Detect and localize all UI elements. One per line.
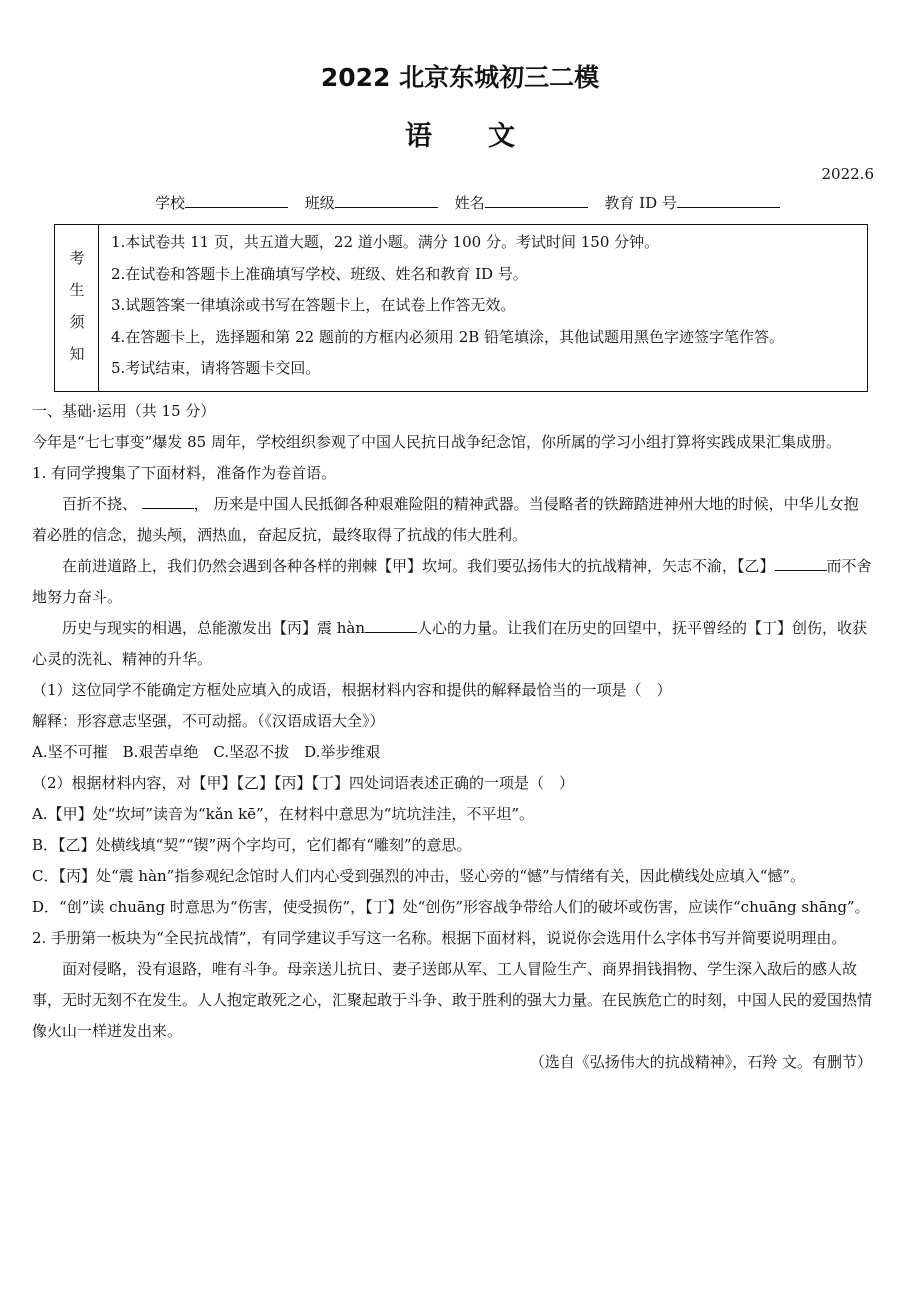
notice-side-label <box>55 225 99 391</box>
exam-date: 2022.6 <box>821 165 874 183</box>
option-d: D．“创”读 chuāng 时意思为“伤害，使受损伤”，【丁】处“创伤”形容战争带给人们的破坏或伤害，应读作“chuāng shāng”。 <box>32 898 870 916</box>
notice-side-char: 知 <box>69 345 85 363</box>
option-c: C．【丙】处“震 hàn”指参观纪念馆时人们内心受到强烈的冲击，竖心旁的“憾”与情绪有关，因此横线处应填入“憾”。 <box>32 867 806 885</box>
option-b: B．【乙】处横线填“契”“锲”两个字均可，它们都有“雕刻”的意思。 <box>32 836 472 854</box>
blank-yi[interactable] <box>775 555 827 571</box>
school-field[interactable] <box>185 193 288 208</box>
subject-title: 语文 <box>405 121 571 152</box>
notice-item: 3.试题答案一律填涂或书写在答题卡上，在试卷上作答无效。 <box>111 296 516 314</box>
notice-item: 1.本试卷共 11 页，共五道大题，22 道小题。满分 100 分。考试时间 150 分钟。 <box>111 233 660 251</box>
text-span: 历史与现实的相遇，总能激发出【丙】震 hàn <box>62 619 366 637</box>
student-info-line <box>155 192 792 213</box>
material-paragraph-2 <box>32 551 872 613</box>
sub-question-1-options: A.坚不可摧 B.艰苦卓绝 C.坚忍不拔 D.举步维艰 <box>32 743 381 761</box>
section-heading: 一、基础·运用（共 15 分） <box>32 402 216 420</box>
class-label: 班级 <box>304 194 335 212</box>
notice-side-char: 生 <box>69 281 85 299</box>
name-label: 姓名 <box>454 194 485 212</box>
school-label: 学校 <box>155 194 186 212</box>
text-span: 百折不挠、 <box>62 495 138 513</box>
question-1-stem: 1. 有同学搜集了下面材料，准备作为卷首语。 <box>32 464 337 482</box>
blank-idiom[interactable] <box>142 493 194 509</box>
question-2-stem: 2. 手册第一板块为“全民抗战情”，有同学建议手写这一名称。根据下面材料，说说你会选用什么字体书写并简要说明理由。 <box>32 929 847 947</box>
notice-item: 4.在答题卡上，选择题和第 22 题前的方框内必须用 2B 铅笔填涂，其他试题用黑色字迹签字笔作答。 <box>111 327 785 346</box>
exam-body <box>32 396 872 1078</box>
text-span: 在前进道路上，我们仍然会遇到各种各样的荆棘【甲】坎坷。我们要弘扬伟大的抗战精神，矢志不渝，【乙】 <box>62 557 775 575</box>
question-2-material: 面对侵略，没有退路，唯有斗争。母亲送儿抗日、妻子送郎从军、工人冒险生产、商界捐钱捐物、学生深入敌后的感人故事，无时无刻不在发生。人人抱定敢死之心，汇聚起敢于斗争、敢于胜利的强大力量。在民族危亡的时刻，中国人民的爱国热情像火山一样迸发出来。 <box>32 960 873 1040</box>
section-intro: 今年是“七七事变”爆发 85 周年，学校组织参观了中国人民抗日战争纪念馆，你所属的学习小组打算将实践成果汇集成册。 <box>32 433 841 451</box>
notice-items <box>111 231 784 389</box>
sub-question-2: （2）根据材料内容，对【甲】【乙】【丙】【丁】四处词语表述正确的一项是（ ） <box>32 774 575 792</box>
material-paragraph-3 <box>32 613 872 675</box>
option-a: A.【甲】处“坎坷”读音为“kǎn kē”，在材料中意思为“坑坑洼洼，不平坦”。 <box>32 805 535 823</box>
text-span: 人心的力量。让我们在历史的回望中，抚平曾经的【丁】创伤，收获心灵的洗礼、精神的升华。 <box>32 619 868 668</box>
name-field[interactable] <box>485 193 588 208</box>
notice-item: 2.在试卷和答题卡上准确填写学校、班级、姓名和教育 ID 号。 <box>111 264 528 283</box>
notice-item: 5.考试结束，请将答题卡交回。 <box>111 359 321 377</box>
text-span: ， 历来是中国人民抵御各种艰难险阻的精神武器。当侵略者的铁蹄踏进神州大地的时候，中华儿女抱着必胜的信念，抛头颅，洒热血，奋起反抗，最终取得了抗战的伟大胜利。 <box>32 495 859 544</box>
exam-title: 2022 北京东城初三二模 <box>320 63 600 92</box>
notice-side-char: 考 <box>69 249 85 267</box>
sub-question-1: （1）这位同学不能确定方框处应填入的成语，根据材料内容和提供的解释最恰当的一项是（ ） <box>32 681 672 699</box>
material-paragraph-1 <box>32 489 872 551</box>
exam-notice-box <box>54 224 868 392</box>
notice-side-char: 须 <box>69 313 85 331</box>
class-field[interactable] <box>335 193 438 208</box>
edu-id-label: 教育 ID 号 <box>604 194 677 212</box>
idiom-explanation: 解释：形容意志坚强，不可动摇。（《汉语成语大全》） <box>32 712 385 730</box>
edu-id-field[interactable] <box>677 193 780 208</box>
text-span: 而不舍地努力奋斗。 <box>32 557 872 606</box>
blank-bing[interactable] <box>365 617 417 633</box>
material-source: （选自《弘扬伟大的抗战精神》，石羚 文。有删节） <box>529 1053 872 1071</box>
